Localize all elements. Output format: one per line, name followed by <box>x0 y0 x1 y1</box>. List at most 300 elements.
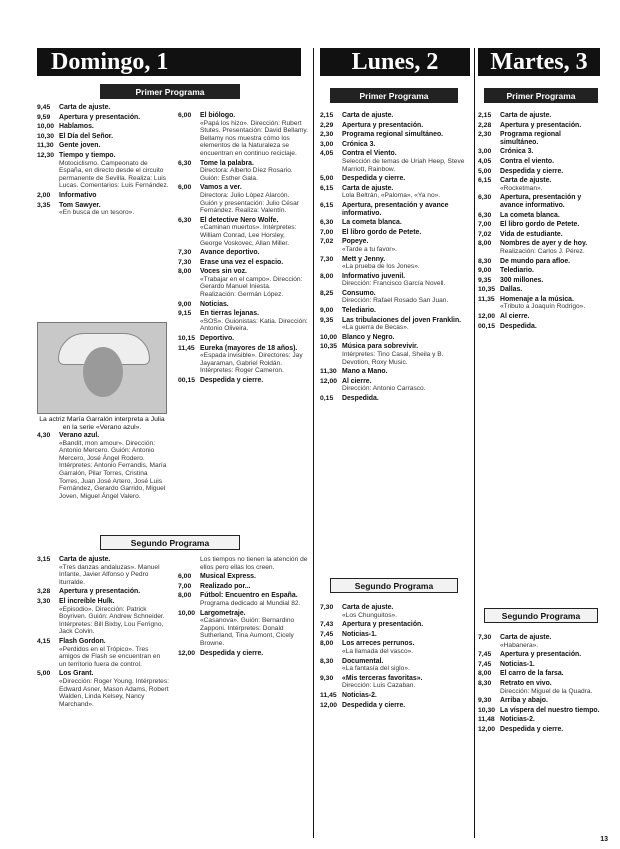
listing-entry <box>37 152 169 190</box>
day-header-domingo: Domingo, 1 <box>37 48 301 76</box>
listing-entry <box>320 621 470 629</box>
listing-time: 8,25 <box>320 289 334 297</box>
listing-title: Tome la palabra. <box>200 159 254 167</box>
listing-entry <box>37 588 169 596</box>
listing-body <box>500 267 600 275</box>
listing-entry <box>478 670 600 678</box>
listing-body <box>342 131 470 139</box>
listing-body <box>200 556 308 571</box>
listing-time: 11,35 <box>478 295 495 303</box>
listing-time: 5,00 <box>478 167 492 175</box>
listing-body <box>59 432 169 500</box>
listing-entry <box>478 158 600 166</box>
listing-body <box>500 277 600 285</box>
listing-column <box>178 556 308 659</box>
band-domingo-primer: Primer Programa <box>100 84 240 99</box>
listing-time: 10,00 <box>178 609 196 617</box>
listing-time: 6,00 <box>178 573 192 581</box>
listing-body <box>500 231 600 239</box>
listing-body <box>342 185 470 200</box>
listing-entry <box>178 268 308 298</box>
listing-time: 3,28 <box>37 588 51 596</box>
listing-description: «Papá los hizo». Dirección: Rubert Stutes. Presentación: David Bellamy. Bellamy nos muestra cómo los elementos de la Naturaleza se encuentran en continuo reciclaje. <box>200 119 308 157</box>
listing-time: 6,30 <box>178 159 192 167</box>
listing-entry <box>320 185 470 200</box>
listing-entry <box>178 573 308 581</box>
listing-time: 8,30 <box>478 679 492 687</box>
listing-title: Carta de ajuste. <box>500 634 552 641</box>
listing-body <box>500 112 600 120</box>
listing-title: Mett y Jenny. <box>342 255 386 263</box>
listing-description: Directora: Alberto Díez Rosario. Guión: Esther Gala. <box>200 167 293 182</box>
listing-time: 8,30 <box>478 257 492 265</box>
band-martes-segundo: Segundo Programa <box>484 608 598 623</box>
listing-title: Musical Express. <box>200 573 256 581</box>
listing-title: Despedida. <box>500 322 537 330</box>
listing-title: Apertura y presentación. <box>500 121 582 129</box>
listing-title: Apertura, presentación y avance informativo. <box>500 194 582 209</box>
listing-description: Dirección: Francisco García Novell. <box>342 280 446 288</box>
listing-description: «SOS». Guionistas: Katia. Dirección: Antonio Oliveira. <box>200 317 308 333</box>
listing-body <box>500 177 600 192</box>
listing-entry <box>37 114 169 122</box>
listing-time: 12,00 <box>478 313 496 321</box>
listing-title: Contra el viento. <box>500 157 554 165</box>
listing-title: Largometraje. <box>200 609 246 617</box>
listing-time: 00,15 <box>178 377 196 384</box>
listing-time: 10,30 <box>478 706 496 714</box>
listing-time: 9,45 <box>37 104 51 111</box>
listing-entry <box>320 131 470 139</box>
listing-body <box>500 716 600 724</box>
listing-entry <box>478 697 600 705</box>
listing-entry <box>178 592 308 607</box>
listing-title: Telediario. <box>342 307 376 315</box>
listing-entry <box>478 112 600 120</box>
listing-title: Informativo juvenil. <box>342 272 406 280</box>
listing-entry <box>320 368 470 376</box>
listing-time: 10,00 <box>37 123 55 131</box>
listing-title: Apertura y presentación. <box>59 113 141 121</box>
listing-title: Nombres de ayer y de hoy. <box>500 240 588 248</box>
listing-title: El libro gordo de Petete. <box>500 221 580 229</box>
listing-entry <box>178 160 308 183</box>
listing-title: Apertura y presentación. <box>342 121 424 129</box>
listing-body <box>59 114 169 122</box>
listing-description: Dirección: Miguel de la Quadra. <box>500 687 593 695</box>
listing-body <box>59 104 169 112</box>
listing-time: 7,00 <box>478 221 492 229</box>
listing-time: 7,43 <box>320 621 334 629</box>
listing-title: Noticias-1. <box>342 630 377 638</box>
listing-entry <box>478 267 600 275</box>
listing-entry <box>320 112 470 120</box>
listing-entry <box>37 104 169 112</box>
listing-time: 2,28 <box>478 121 492 129</box>
listing-column <box>37 556 169 710</box>
listing-time: 3,00 <box>320 140 334 148</box>
listing-column <box>37 432 169 502</box>
listing-body <box>59 598 169 636</box>
listing-body <box>500 313 600 321</box>
day-header-martes: Martes, 3 <box>478 48 600 76</box>
listing-body <box>342 640 470 655</box>
listing-body <box>500 158 600 166</box>
listing-time: 2,15 <box>320 112 334 119</box>
listing-title: Carta de ajuste. <box>59 104 111 111</box>
listing-title: 300 millones. <box>500 276 544 284</box>
listing-entry <box>478 212 600 220</box>
listing-time: 7,00 <box>178 582 192 590</box>
listing-body <box>342 307 470 315</box>
listing-description: «Casanova». Guión: Bernardino Zapponi. Intérpretes: Donald Sutherland, Tina Aumont, Cicely Browne. <box>200 617 295 647</box>
listing-time: 12,00 <box>178 649 196 657</box>
listing-entry <box>320 640 470 655</box>
listing-title: Carta de ajuste. <box>500 112 552 119</box>
listing-entry <box>37 638 169 668</box>
listing-entry <box>320 378 470 393</box>
listing-body <box>200 259 308 267</box>
listing-description: «En busca de un tesoro». <box>59 209 135 217</box>
listing-entry <box>320 343 470 366</box>
listing-title: Flash Gordon. <box>59 637 106 645</box>
listing-description: «Perdidos en el Trópico». Tres amigos de Flash se encuentran en un territorio fuera de control. <box>59 645 161 668</box>
listing-body <box>200 217 308 247</box>
listing-entry <box>320 395 470 403</box>
listing-time: 2,15 <box>478 112 492 119</box>
listing-body <box>200 345 308 375</box>
listing-time: 6,30 <box>178 216 192 224</box>
listing-title: El increíble Hulk. <box>59 597 115 605</box>
listing-time: 0,15 <box>320 395 334 402</box>
listing-description: «La prueba de los Jones». <box>342 263 420 271</box>
listing-time: 10,00 <box>320 333 338 341</box>
listing-body <box>500 148 600 156</box>
listing-description: Lola Beltrán, «Paloma», «Ya no». <box>342 192 441 200</box>
listing-entry <box>178 377 308 385</box>
listing-entry <box>478 726 600 734</box>
listing-body <box>59 202 169 217</box>
listing-time: 6,00 <box>178 184 192 192</box>
listing-body <box>200 310 308 333</box>
band-lunes-segundo: Segundo Programa <box>330 578 458 593</box>
band-martes-primer: Primer Programa <box>484 88 598 103</box>
listing-entry <box>478 651 600 659</box>
listing-body <box>500 651 600 659</box>
listing-description: «La guerra de Becas». <box>342 324 409 332</box>
band-domingo-segundo: Segundo Programa <box>100 535 240 550</box>
listing-title: El libro gordo de Petete. <box>342 228 422 236</box>
listing-title: Programa regional simultáneo. <box>500 131 561 146</box>
listing-entry <box>178 556 308 571</box>
listing-title: Homenaje a la música. <box>500 295 574 303</box>
listing-entry <box>320 604 470 619</box>
listing-entry <box>320 317 470 332</box>
listing-time: 8,00 <box>178 268 192 276</box>
listing-entry <box>478 680 600 695</box>
listing-time: 4,05 <box>478 157 492 165</box>
listing-time: 6,00 <box>178 112 192 119</box>
listing-body <box>200 573 308 581</box>
listing-entry <box>320 658 470 673</box>
listing-title: Gente joven. <box>59 142 101 150</box>
listing-time: 12,00 <box>320 701 338 709</box>
listing-title: Mano a Mano. <box>342 368 388 376</box>
listing-time: 7,45 <box>320 630 334 638</box>
listing-description: Dirección: Rafael Rosado San Juan. <box>342 297 449 305</box>
listing-time: 6,30 <box>320 219 334 227</box>
listing-title: Al cierre. <box>500 313 530 321</box>
listing-title: Contra el Viento. <box>342 150 397 158</box>
listing-body <box>500 661 600 669</box>
column-divider <box>474 48 475 838</box>
listing-time: 5,00 <box>320 175 334 183</box>
listing-body <box>59 152 169 190</box>
listing-entry <box>320 631 470 639</box>
listing-entry <box>478 286 600 294</box>
listing-time: 7,30 <box>478 634 492 641</box>
listing-description: «Episodio». Dirección: Patrick Boyriven. Guión: Andrew Schneider. Intérpretes: Bill Bixby, Lou Ferrigno, Jack Colvin. <box>59 605 165 636</box>
listing-body <box>59 556 169 586</box>
listing-entry <box>320 238 470 253</box>
listing-entry <box>478 194 600 209</box>
listing-time: 12,00 <box>320 377 338 385</box>
listing-entry <box>320 202 470 217</box>
listing-time: 6,15 <box>478 177 492 185</box>
listing-time: 9,35 <box>320 316 334 324</box>
listing-entry <box>478 716 600 724</box>
listing-title: El detective Nero Wolfe. <box>200 216 279 224</box>
listing-body <box>342 273 470 288</box>
listing-body <box>200 184 308 214</box>
listing-body <box>342 141 470 149</box>
listing-body <box>342 317 470 332</box>
listing-entry <box>37 670 169 708</box>
listing-entry <box>178 335 308 343</box>
listing-time: 8,00 <box>478 670 492 678</box>
listing-time: 6,15 <box>320 184 334 192</box>
listing-title: Noticias-2. <box>342 691 377 699</box>
listing-entry <box>478 231 600 239</box>
listing-description: «Habanera». <box>500 641 539 649</box>
listing-time: 2,30 <box>478 131 492 139</box>
listing-entry <box>320 175 470 183</box>
photo-face <box>83 347 123 397</box>
listing-title: De mundo para afloe. <box>500 257 571 265</box>
listing-title: Carta de ajuste. <box>342 112 394 119</box>
listing-body <box>200 583 308 591</box>
listing-body <box>500 726 600 734</box>
listing-title: Tom Sawyer. <box>59 201 101 209</box>
listing-body <box>342 229 470 237</box>
listing-title: Música para sobrevivir. <box>342 343 419 351</box>
listing-entry <box>178 249 308 257</box>
listing-entry <box>178 217 308 247</box>
listing-entry <box>178 310 308 333</box>
listing-body <box>59 142 169 150</box>
listing-entry <box>320 141 470 149</box>
listing-body <box>500 707 600 715</box>
listing-entry <box>178 259 308 267</box>
listing-entry <box>178 650 308 658</box>
listing-title: Carta de ajuste. <box>59 556 111 563</box>
listing-description: «Caminan muertos». Intérpretes: William Conrad, Lee Horsley, George Voskovec, Allan Miller. <box>200 224 297 247</box>
listing-column <box>37 104 169 219</box>
listing-body <box>500 634 600 649</box>
listing-entry <box>478 323 600 331</box>
listing-body <box>342 343 470 366</box>
listing-title: La víspera del nuestro tiempo. <box>500 706 600 714</box>
listing-body <box>342 621 470 629</box>
listing-time: 12,30 <box>37 151 55 159</box>
listing-time: 7,00 <box>320 228 334 236</box>
listing-title: Despedida y cierre. <box>200 649 264 657</box>
listing-entry <box>37 598 169 636</box>
listing-time: 7,30 <box>178 249 192 257</box>
listing-entry <box>478 258 600 266</box>
listing-body <box>342 658 470 673</box>
listing-title: Tiempo y tiempo. <box>59 151 116 159</box>
day-header-lunes: Lunes, 2 <box>320 48 470 76</box>
listing-body <box>59 123 169 131</box>
listing-column <box>320 112 470 405</box>
listing-title: Crónica 3. <box>500 148 534 156</box>
listing-title: Dallas. <box>500 286 523 294</box>
listing-body <box>342 256 470 271</box>
listing-time: 6,30 <box>478 194 492 202</box>
listing-time: 2,29 <box>320 121 334 129</box>
listing-time: 4,05 <box>320 150 334 158</box>
listing-title: La cometa blanca. <box>342 219 402 227</box>
listing-entry <box>478 177 600 192</box>
listing-title: Avance deportivo. <box>200 249 260 257</box>
listing-body <box>342 290 470 305</box>
listing-body <box>59 670 169 708</box>
actress-photo <box>37 322 167 414</box>
listing-entry <box>478 131 600 146</box>
listing-title: El carro de la farsa. <box>500 670 564 678</box>
listing-body <box>500 221 600 229</box>
listing-body <box>342 112 470 120</box>
listing-entry <box>478 313 600 321</box>
listing-title: Los Grant. <box>59 670 94 678</box>
listing-time: 10,35 <box>478 286 496 294</box>
listing-body <box>342 202 470 217</box>
listing-body <box>500 168 600 176</box>
listing-title: Al cierre. <box>342 377 372 385</box>
listing-time: 10,35 <box>320 343 338 351</box>
listing-body <box>500 258 600 266</box>
listing-time: 9,00 <box>320 307 334 315</box>
listing-title: Deportivo. <box>200 335 235 343</box>
listing-time: 7,30 <box>320 604 334 611</box>
listing-body <box>342 219 470 227</box>
listing-entry <box>478 707 600 715</box>
listing-time: 8,00 <box>178 592 192 600</box>
listing-time: 9,59 <box>37 113 51 121</box>
listing-description: «Tarde a tu favor». <box>342 245 397 253</box>
listing-body <box>59 192 169 200</box>
listing-time: 3,30 <box>37 597 51 605</box>
listing-title: Apertura y presentación. <box>500 651 582 659</box>
listing-time: 9,30 <box>320 674 334 682</box>
listing-title: Despedida y cierre. <box>342 175 406 183</box>
listing-body <box>342 122 470 130</box>
listing-body <box>342 150 470 173</box>
listing-body <box>342 368 470 376</box>
listing-title: Crónica 3. <box>342 140 376 148</box>
listing-title: Consumo. <box>342 289 376 297</box>
listing-entry <box>320 273 470 288</box>
listing-body <box>500 122 600 130</box>
listing-body <box>200 301 308 309</box>
listing-entry <box>37 556 169 586</box>
listing-entry <box>178 345 308 375</box>
listing-description: «Tributo a Joaquín Rodrigo». <box>500 303 586 311</box>
listing-description: Dirección: Antonio Carrasco. <box>342 385 426 393</box>
listing-title: En tierras lejanas. <box>200 310 259 318</box>
listing-description: «Trabajar en el campo». Dirección: Gerardo Manuel Iniesta. Realización: Germán López. <box>200 275 303 299</box>
listing-entry <box>178 112 308 158</box>
listing-title: Carta de ajuste. <box>342 184 394 192</box>
listing-title: Programa regional simultáneo. <box>342 131 444 139</box>
listing-body <box>500 240 600 255</box>
listing-body <box>500 131 600 146</box>
listing-body <box>342 702 470 710</box>
listing-entry <box>320 307 470 315</box>
listing-body <box>500 194 600 209</box>
listing-title: Despedida y cierre. <box>342 701 406 709</box>
listing-entry <box>320 290 470 305</box>
listing-body <box>200 377 308 385</box>
listing-body <box>200 610 308 648</box>
listing-body <box>342 175 470 183</box>
listing-time: 9,00 <box>178 300 192 308</box>
listing-body <box>342 604 470 619</box>
listing-body <box>59 588 169 596</box>
listing-entry <box>478 221 600 229</box>
listing-entry <box>478 661 600 669</box>
listing-description: Selección de temas de Uriah Heep, Steve Marriott, Rainbow. <box>342 157 465 173</box>
listing-entry <box>478 296 600 311</box>
listing-time: 6,30 <box>478 211 492 219</box>
listing-entry <box>178 184 308 214</box>
listing-body <box>500 323 600 331</box>
listing-title: Hablamos. <box>59 123 94 131</box>
listing-title: Arriba y abajo. <box>500 697 548 705</box>
listing-body <box>500 286 600 294</box>
listing-time: 9,15 <box>178 310 192 318</box>
listing-body <box>200 592 308 607</box>
listing-time: 5,00 <box>37 670 51 678</box>
listing-description: «Los Chunguitos». <box>342 611 397 619</box>
listing-body <box>342 675 470 690</box>
listing-body <box>342 692 470 700</box>
listing-time: 2,30 <box>320 131 334 139</box>
listing-entry <box>178 301 308 309</box>
listing-entry <box>320 702 470 710</box>
listing-time: 9,30 <box>478 697 492 705</box>
listing-title: Vamos a ver. <box>200 184 242 192</box>
listing-body <box>200 249 308 257</box>
listing-entry <box>478 634 600 649</box>
listing-time: 8,00 <box>320 640 334 648</box>
listing-entry <box>478 122 600 130</box>
listing-description: Directora: Julio López Alarcón. Guión y presentación: Julio César Fernández. Realiza: Valentín. <box>200 191 299 215</box>
listing-time: 7,45 <box>478 651 492 659</box>
listing-time: 9,35 <box>478 276 492 284</box>
listing-entry <box>37 202 169 217</box>
